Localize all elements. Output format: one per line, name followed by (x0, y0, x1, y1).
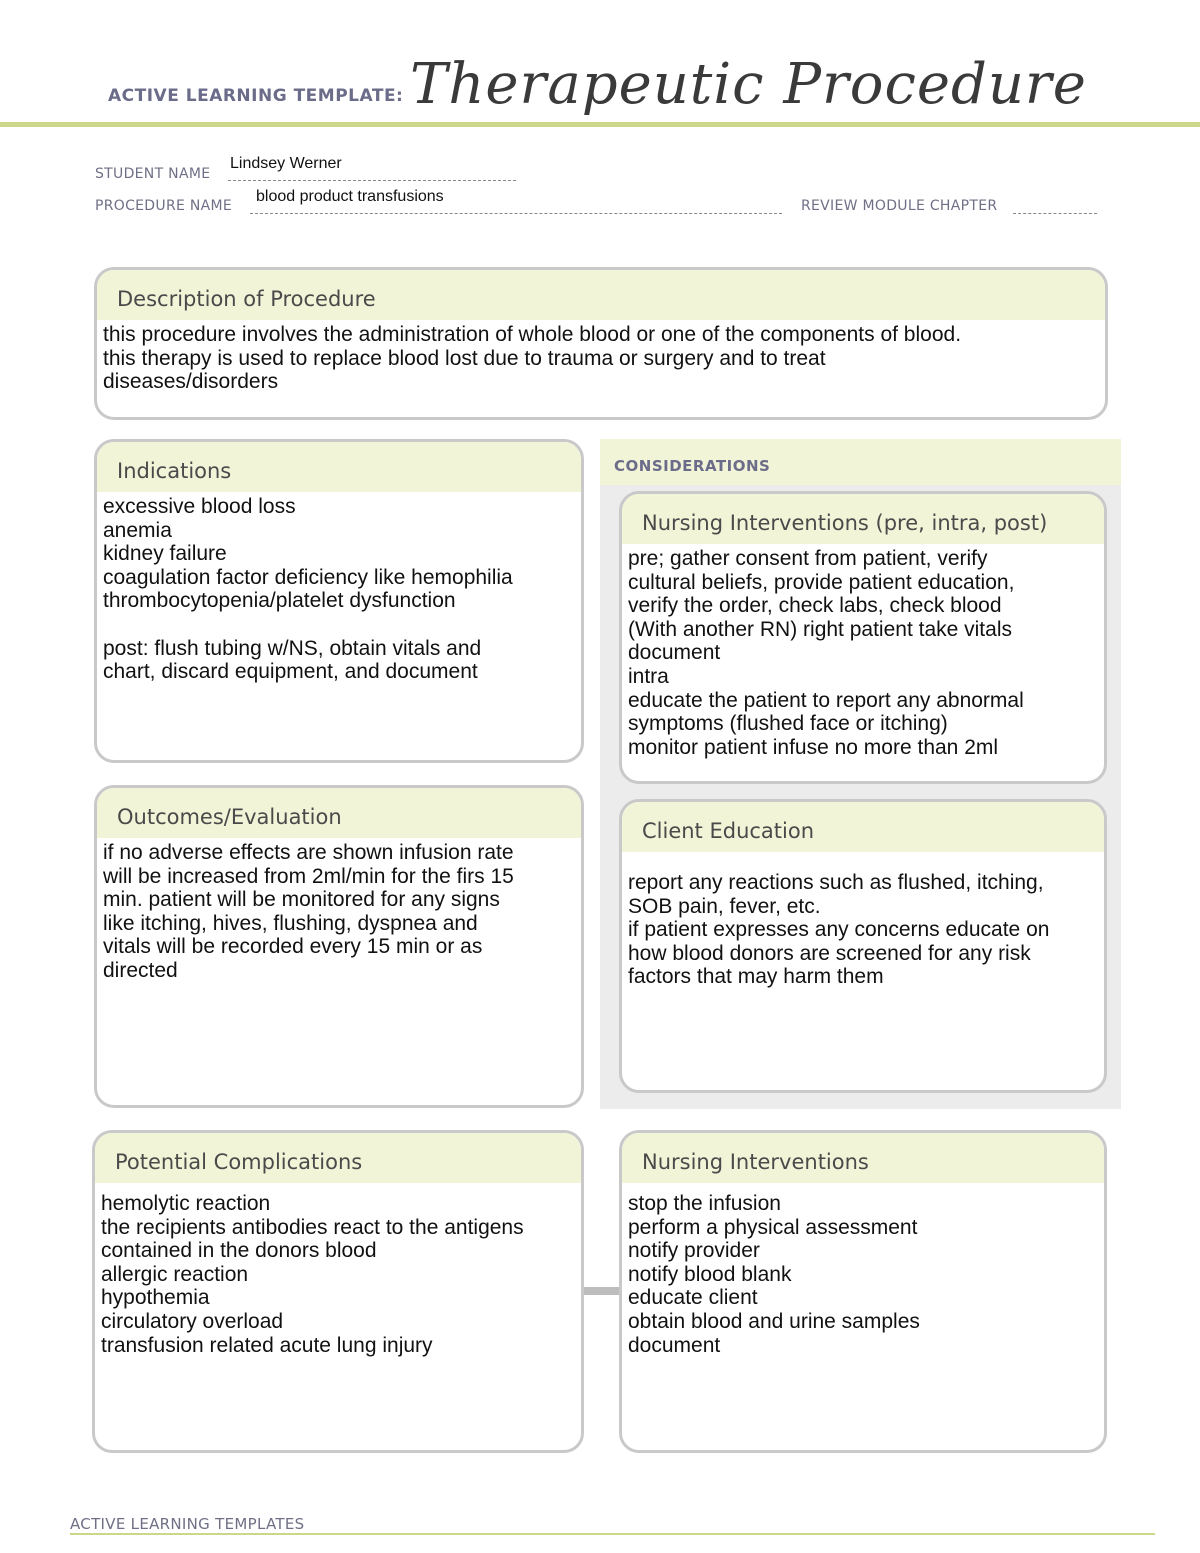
indications-box (94, 439, 584, 763)
page-title: Therapeutic Procedure (410, 52, 1087, 117)
procedure-name-value: blood product transfusions (256, 188, 444, 205)
nursing-interventions-pre-text[interactable]: pre; gather consent from patient, verify cultural beliefs, provide patient education, verify the order, check labs, check blood (With another RN) right patient take vitals document intra educate the patient to report any abnormal symptoms (flushed face or itching) monitor patient infuse no more than 2ml (628, 547, 1024, 759)
nursing-interventions-pre-title: Nursing Interventions (pre, intra, post) (622, 494, 1104, 544)
description-title: Description of Procedure (97, 270, 1105, 320)
header-divider (0, 122, 1200, 127)
footer-divider (70, 1533, 1155, 1535)
description-text[interactable]: this procedure involves the administration of whole blood or one of the components of blood. this therapy is used to replace blood lost due to trauma or surgery and to treat diseases/disorders (103, 323, 962, 394)
nursing-interventions-text[interactable]: stop the infusion perform a physical assessment notify provider notify blood blank educate client obtain blood and urine samples document (628, 1192, 920, 1357)
client-education-box (619, 799, 1107, 1093)
indications-title: Indications (97, 442, 581, 492)
complications-text[interactable]: hemolytic reaction the recipients antibodies react to the antigens contained in the donors blood allergic reaction hypothemia circulatory overload transfusion related acute lung injury (101, 1192, 524, 1357)
procedure-name-label: PROCEDURE NAME (95, 198, 233, 214)
procedure-name-field[interactable] (250, 188, 782, 214)
footer-label: ACTIVE LEARNING TEMPLATES (70, 1515, 305, 1533)
nursing-interventions-pre-box (619, 491, 1107, 784)
nursing-interventions-title: Nursing Interventions (622, 1133, 1104, 1183)
review-module-label: REVIEW MODULE CHAPTER (801, 198, 998, 214)
indications-text[interactable]: excessive blood loss anemia kidney failure coagulation factor deficiency like hemophilia thrombocytopenia/platelet dysfunction post: flush tubing w/NS, obtain vitals and chart, discard equipment, and document (103, 495, 513, 684)
client-education-title: Client Education (622, 802, 1104, 852)
student-name-value: Lindsey Werner (230, 155, 342, 172)
student-name-field[interactable] (228, 155, 516, 181)
complications-connector (584, 1287, 620, 1295)
client-education-text[interactable]: report any reactions such as flushed, itching, SOB pain, fever, etc. if patient expresses any concerns educate on how blood donors are screened for any risk factors that may harm them (628, 871, 1050, 989)
student-name-label: STUDENT NAME (95, 166, 211, 182)
considerations-title: CONSIDERATIONS (600, 439, 1121, 485)
review-module-field[interactable] (1013, 199, 1097, 214)
template-label: ACTIVE LEARNING TEMPLATE: (108, 86, 404, 106)
outcomes-text[interactable]: if no adverse effects are shown infusion rate will be increased from 2ml/min for the firs 15 min. patient will be monitored for any signs like itching, hives, flushing, dyspnea and vitals will be recorded every 15 min or as directed (103, 841, 514, 982)
description-box (94, 267, 1108, 420)
outcomes-box (94, 785, 584, 1108)
complications-box (92, 1130, 584, 1453)
outcomes-title: Outcomes/Evaluation (97, 788, 581, 838)
complications-title: Potential Complications (95, 1133, 581, 1183)
nursing-interventions-box (619, 1130, 1107, 1453)
